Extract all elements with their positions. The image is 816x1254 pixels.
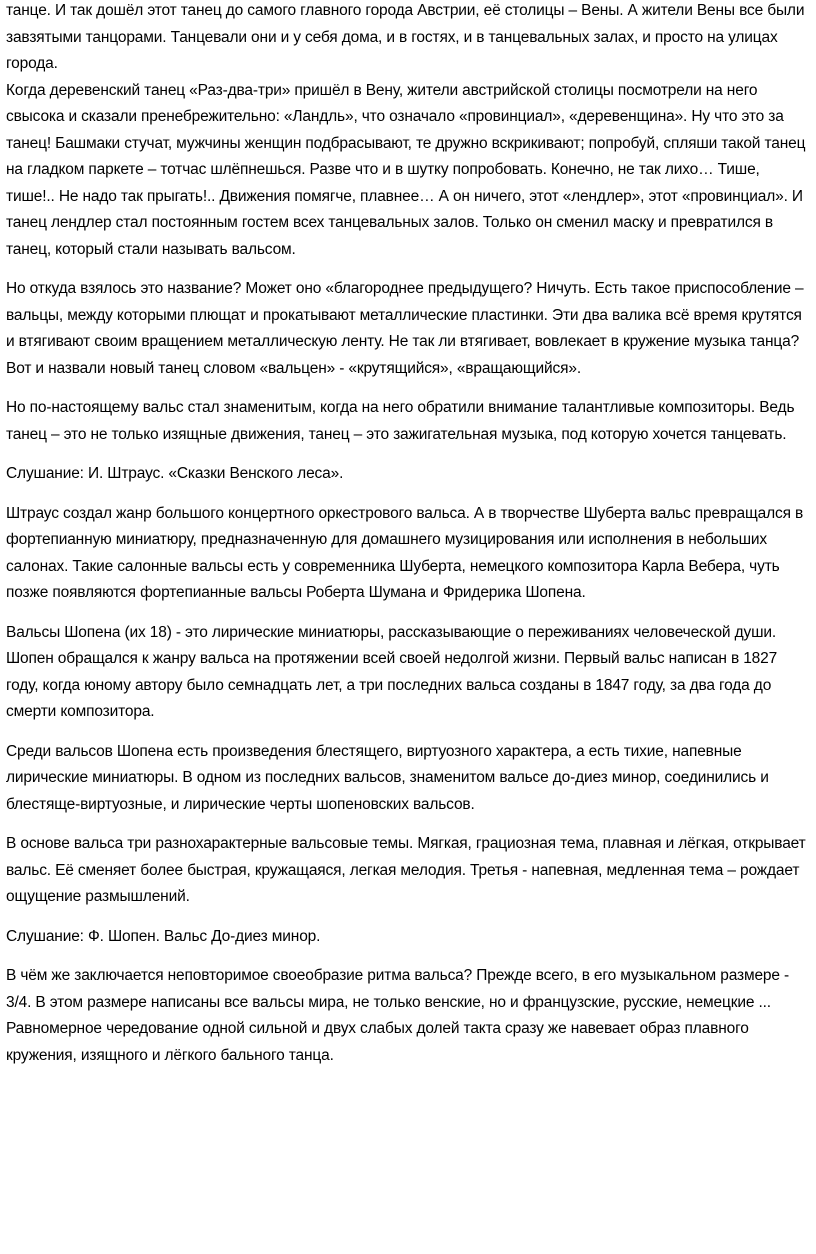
paragraph-name-origin: Но откуда взялось это название? Может оно «благороднее предыдущего? Ничуть. Есть такое приспособление – вальцы, между которыми плющат и прокатывают металлические пластинки. Эти два валика всё время крутятся и втягивают своим вращением металлическую ленту. Не так ли втягивает, вовлекает в кружение музыка танца? Вот и назвали новый танец словом «вальцен» - «крутящийся», «вращающийся». (6, 280, 804, 377)
paragraph-chopin-waltzes: Вальсы Шопена (их 18) - это лирические миниатюры, рассказывающие о переживаниях человеческой души. Шопен обращался к жанру вальса на протяжении всей своей недолгой жизни. Первый вальс написан в 1827 году, когда юному автору было семнадцать лет, а три последних вальса созданы в 1847 году, за два года до смерти композитора. (6, 623, 778, 720)
paragraph-waltz-rhythm: В чём же заключается неповторимое своеобразие ритма вальса? Прежде всего, в его музыкальном размере - 3/4. В этом размере написаны все вальсы мира, не только венские, но и французские, русские, немецкие ... Равномерное чередование одной сильной и двух слабых долей такта сразу же навевает образ плавного кружения, изящного и лёгкого бального танца. (6, 967, 790, 1064)
paragraph-chopin-character: Среди вальсов Шопена есть произведения блестящего, виртуозного характера, а есть тихие, напевные лирические миниатюры. В одном из последних вальсов, знаменитом вальсе до-диез минор, соединились и блестяще-виртуозные, и лирические черты шопеновских вальсов. (6, 742, 769, 813)
paragraph-composers: Но по-настоящему вальс стал знаменитым, когда на него обратили внимание талантливые композиторы. Ведь танец – это не только изящные движения, танец – это зажигательная музыка, под которую хочется танцевать. (6, 399, 795, 443)
paragraph-listening-strauss: Слушание: И. Штраус. «Сказки Венского леса». (6, 465, 344, 482)
paragraph-three-themes: В основе вальса три разнохарактерные вальсовые темы. Мягкая, грациозная тема, плавная и лёгкая, открывает вальс. Её сменяет более быстрая, кружащаяся, легкая мелодия. Третья - напевная, медленная тема – рождает ощущение размышлений. (6, 835, 806, 905)
paragraph-strauss-schubert: Штраус создал жанр большого концертного оркестрового вальса. А в творчестве Шуберта вальс превращался в фортепианную миниатюру, предназначенную для домашнего музицирования или исполнения в небольших салонах. Такие салонные вальсы есть у современника Шуберта, немецкого композитора Карла Вебера, чуть позже появляются фортепианные вальсы Роберта Шумана и Фридерика Шопена. (6, 504, 804, 601)
paragraph-vienna-dancers: танце. И так дошёл этот танец до самого главного города Австрии, её столицы – Вены. А жители Вены все были завзятыми танцорами. Танцевали они и у себя дома, и в гостях, и в танцевальных залах, и просто на улицах города. (6, 2, 805, 72)
paragraph-listening-chopin: Слушание: Ф. Шопен. Вальс До-диез минор. (6, 927, 321, 945)
paragraph-landler: Когда деревенский танец «Раз-два-три» пришёл в Вену, жители австрийской столицы посмотрели на него свысока и сказали пренебрежительно: «Ландль», что означало «провинциал», «деревенщина». Ну что это за танец! Башмаки стучат, мужчины женщин подбрасывают, те дружно вскрикивают; попробуй, спляши такой танец на гладком паркете – тотчас шлёпнешься. Разве что и в шутку попробовать. Конечно, не так лихо… Тише, тише!.. Не надо так прыгать!.. Движения помягче, плавнее… А он ничего, этот «лендлер», этот «провинциал». И танец лендлер стал постоянным гостем всех танцевальных залов. Только он сменил маску и превратился в танец, который стали называть вальсом. (6, 81, 806, 258)
